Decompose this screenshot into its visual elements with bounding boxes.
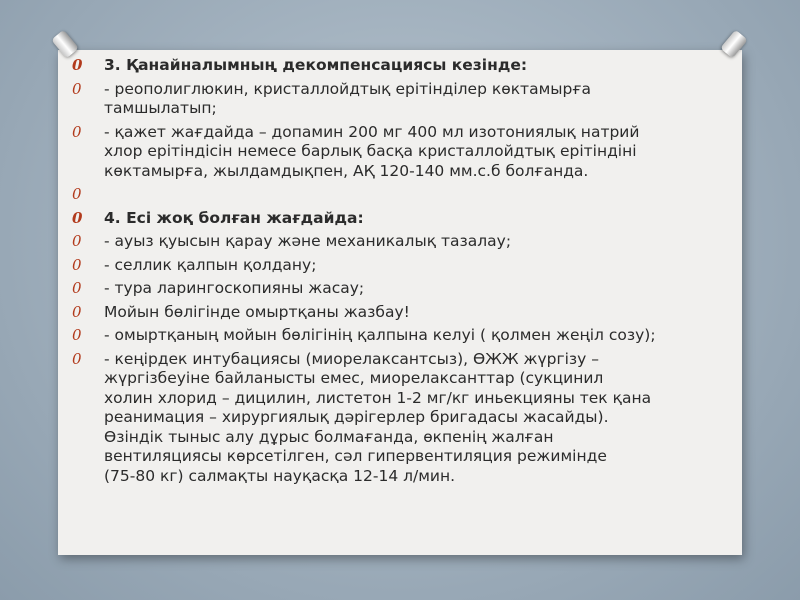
list-item-text: - тура ларингоскопияны жасау; xyxy=(104,279,365,297)
list-item xyxy=(72,185,734,205)
bullet-icon: 0 xyxy=(72,349,82,368)
bullet-icon: 0 xyxy=(72,185,82,203)
list-item-text: - қажет жағдайда – допамин 200 мг 400 мл изотониялық натрий хлор ерітіндісін немесе барлық басқа кристаллойдтық ерітіндіні көктамырға, жылдамдықпен, АҚ 120-140 мм.с.б болғанда. xyxy=(104,122,640,180)
list-item-text: 4. Есі жоқ болған жағдайда: xyxy=(104,208,364,227)
list-item xyxy=(72,326,734,346)
list-item-text: - ауыз қуысын қарау және механикалық тазалау; xyxy=(104,232,512,250)
bullet-icon: 0 xyxy=(72,122,82,141)
list-item-text: - омыртқаның мойын бөлігінің қалпына келуі ( қолмен жеңіл созу); xyxy=(104,326,656,344)
bullet-icon: 0 xyxy=(72,279,82,297)
list-item-text: 3. Қанайналымның декомпенсациясы кезінде: xyxy=(104,56,528,74)
section-heading xyxy=(72,208,734,229)
list-item-text: - селлик қалпын қолдану; xyxy=(104,255,317,274)
list-item xyxy=(72,79,734,119)
slide-content xyxy=(72,56,734,490)
bullet-icon: 0 xyxy=(72,326,82,344)
list-item xyxy=(72,302,734,323)
list-item-text: - кеңірдек интубациясы (миорелаксантсыз), ӨЖЖ жүргізу – жүргізбеуіне байланысты емес, миорелаксанттар (сукцинил холин хлорид – дицилин, листетон 1-2 мг/кг иньекцияны тек қана реанимация – хирургиялық дәрігерлер бригадасы жасайды). Өзіндік тыныс алу дұрыс болмағанда, өкпенің жалған вентиляциясы көрсетілген, сәл гипервентиляция режимінде (75-80 кг) салмақты науқасқа 12-14 л/мин. xyxy=(104,349,652,485)
list-item xyxy=(72,232,734,252)
list-item xyxy=(72,255,734,276)
bullet-icon: 0 xyxy=(72,232,82,250)
list-item xyxy=(72,349,734,487)
section-heading xyxy=(72,56,734,76)
list-item-text: - реополиглюкин, кристаллойдтық ерітінділер көктамырға тамшылатып; xyxy=(104,79,592,117)
bullet-icon: 0 xyxy=(72,302,82,321)
list-item-text: Мойын бөлігінде омыртқаны жазбау! xyxy=(104,302,410,321)
bullet-icon: 0 xyxy=(72,208,83,227)
list-item xyxy=(72,122,734,182)
bullet-icon: 0 xyxy=(72,56,83,74)
bullet-icon: 0 xyxy=(72,79,82,98)
bullet-icon: 0 xyxy=(72,255,82,274)
list-item xyxy=(72,279,734,299)
